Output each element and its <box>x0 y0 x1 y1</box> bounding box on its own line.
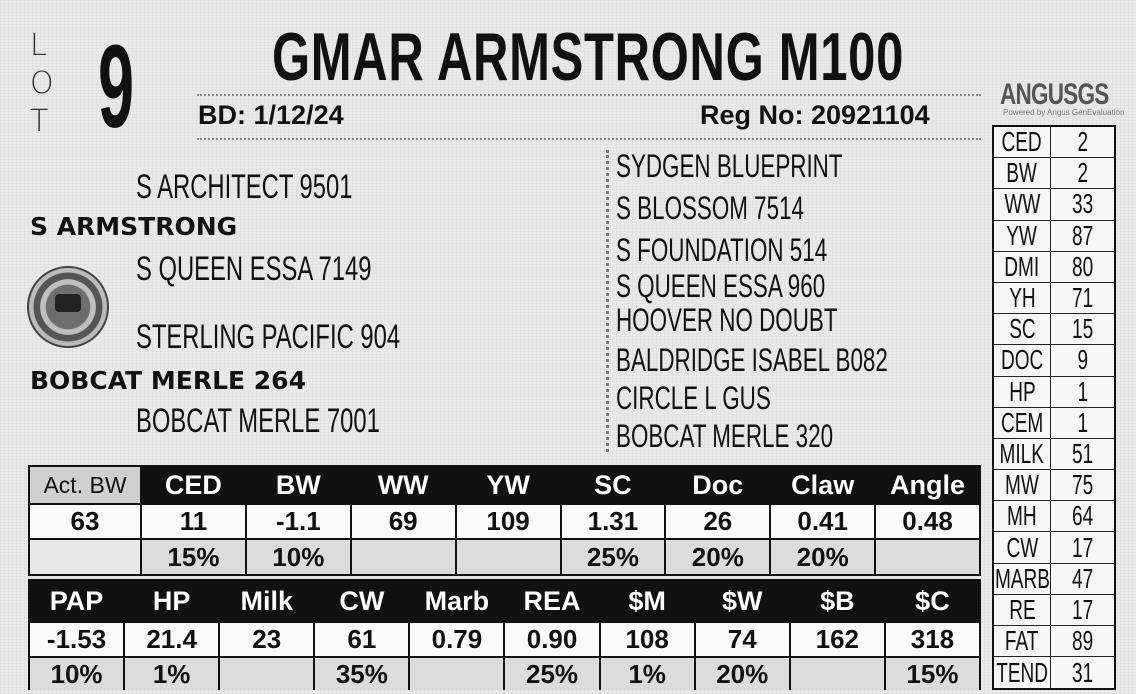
side-row-ww <box>994 189 1114 220</box>
epd-table-growth <box>28 465 981 576</box>
epd-header: Angle <box>876 467 979 503</box>
epd-value: 26 <box>666 505 769 538</box>
side-trait <box>994 377 1051 407</box>
side-trait <box>994 532 1051 562</box>
side-row-mh <box>994 501 1114 532</box>
side-percentile <box>1051 252 1114 282</box>
angus-logo: ANGUSGS <box>1000 78 1109 111</box>
side-trait-label: RE <box>1008 594 1036 625</box>
side-row-sc <box>994 314 1114 345</box>
side-percentile <box>1051 189 1114 219</box>
side-percentile <box>1051 439 1114 469</box>
side-trait-label: CW <box>1006 532 1038 563</box>
epd-value: 1.31 <box>562 505 665 538</box>
dam-sire: STERLING PACIFIC 904 <box>136 318 401 356</box>
side-percentile <box>1051 657 1114 688</box>
side-percentile-value: 1 <box>1077 376 1088 407</box>
side-trait-label: HP <box>1008 376 1036 407</box>
dam: BOBCAT MERLE 264 <box>30 366 306 395</box>
certification-seal-icon <box>27 266 109 348</box>
side-trait <box>994 345 1051 375</box>
epd-value: 109 <box>457 505 560 538</box>
epd-percentile <box>457 540 560 574</box>
epd-header: $W <box>696 581 789 621</box>
bd-label: BD: <box>198 100 246 130</box>
side-trait-label: DOC <box>1000 345 1044 376</box>
side-percentile-value: 71 <box>1071 282 1094 314</box>
epd-percentile <box>791 658 884 690</box>
side-percentile-value: 33 <box>1071 189 1094 220</box>
side-trait <box>994 127 1051 157</box>
epd-percentile <box>352 540 455 574</box>
dam-dam: BOBCAT MERLE 7001 <box>136 402 380 440</box>
side-percentile-value: 15 <box>1071 314 1094 345</box>
side-percentile-value: 9 <box>1077 345 1088 376</box>
side-row-cw <box>994 532 1114 563</box>
epd-value: 61 <box>315 623 408 656</box>
side-row-dmi <box>994 252 1114 283</box>
side-trait-label: DMI <box>1004 251 1040 282</box>
pedigree-right-item: BALDRIDGE ISABEL B082 <box>616 342 888 378</box>
side-row-re <box>994 595 1114 626</box>
side-trait-label: CED <box>1001 127 1043 158</box>
side-percentile-value: 2 <box>1077 127 1088 158</box>
epd-header: SC <box>562 467 665 503</box>
side-row-yh <box>994 283 1114 314</box>
reg-label: Reg No: <box>700 100 804 130</box>
side-trait-label: TEND <box>996 657 1048 688</box>
epd-percentile: 1% <box>125 658 218 690</box>
side-percentile-value: 87 <box>1071 220 1094 251</box>
side-row-doc <box>994 345 1114 376</box>
side-percentile <box>1051 283 1114 313</box>
epd-percentile: 15% <box>886 658 979 690</box>
pedigree-right-item: HOOVER NO DOUBT <box>616 302 838 338</box>
side-percentile <box>1051 470 1114 500</box>
side-trait <box>994 626 1051 656</box>
reg-value: 20921104 <box>811 100 930 130</box>
epd-percentile: 25% <box>505 658 598 690</box>
epd-value: 162 <box>791 623 884 656</box>
side-percentile-value: 80 <box>1071 251 1094 282</box>
side-percentile <box>1051 595 1114 625</box>
animal-name: GMAR ARMSTRONG M100 <box>272 19 905 95</box>
epd-value: 21.4 <box>125 623 218 656</box>
pedigree-right-item: S QUEEN ESSA 960 <box>616 268 826 304</box>
epd-header: CED <box>142 467 245 503</box>
epd-percentile: 10% <box>247 540 350 574</box>
sire-dam: S QUEEN ESSA 7149 <box>136 250 372 288</box>
side-trait <box>994 158 1051 188</box>
epd-header: BW <box>247 467 350 503</box>
side-percentile-value: 64 <box>1071 501 1094 532</box>
side-percentile-value: 31 <box>1071 657 1094 688</box>
side-percentile <box>1051 501 1114 531</box>
epd-header: HP <box>125 581 218 621</box>
pedigree-right-item: SYDGEN BLUEPRINT <box>616 148 843 184</box>
epd-value: 74 <box>696 623 789 656</box>
lot-letter-l: L <box>30 28 47 63</box>
epd-value: 23 <box>220 623 313 656</box>
registration-number <box>700 100 930 131</box>
side-row-ced <box>994 127 1114 158</box>
epd-header: YW <box>457 467 560 503</box>
lot-letter-t: T <box>30 104 49 139</box>
epd-percentile: 10% <box>30 658 123 690</box>
lot-letter-o: O <box>30 66 54 101</box>
epd-value: 63 <box>30 505 140 538</box>
epd-value: 0.48 <box>876 505 979 538</box>
side-percentile-value: 75 <box>1071 470 1094 501</box>
side-percentile-value: 89 <box>1071 626 1094 657</box>
side-row-marb <box>994 564 1114 595</box>
epd-header: Act. BW <box>30 467 140 503</box>
pedigree-right-item: CIRCLE L GUS <box>616 380 771 416</box>
epd-header: REA <box>505 581 598 621</box>
epd-header: $B <box>791 581 884 621</box>
pedigree-right-item: BOBCAT MERLE 320 <box>616 418 834 454</box>
side-trait <box>994 595 1051 625</box>
side-trait <box>994 564 1051 594</box>
side-percentile-value: 51 <box>1071 438 1094 469</box>
side-percentile-value: 2 <box>1077 158 1088 189</box>
epd-header: WW <box>352 467 455 503</box>
side-trait-label: MILK <box>999 438 1045 469</box>
side-trait-label: YH <box>1008 282 1036 314</box>
side-percentile <box>1051 221 1114 251</box>
epd-header: Doc <box>666 467 769 503</box>
side-row-fat <box>994 626 1114 657</box>
side-percentile-value: 47 <box>1071 563 1094 594</box>
epd-percentile <box>30 540 140 574</box>
side-percentile <box>1051 377 1114 407</box>
side-row-mw <box>994 470 1114 501</box>
side-row-tend <box>994 657 1114 688</box>
epd-header: Claw <box>771 467 874 503</box>
side-trait-label: BW <box>1006 158 1038 189</box>
side-trait <box>994 657 1051 688</box>
side-percentile <box>1051 626 1114 656</box>
side-trait-label: MH <box>1007 501 1037 532</box>
side-percentile <box>1051 408 1114 438</box>
side-trait <box>994 501 1051 531</box>
side-percentile-value: 1 <box>1077 407 1088 438</box>
side-row-bw <box>994 158 1114 189</box>
side-row-milk <box>994 439 1114 470</box>
side-percentile <box>1051 158 1114 188</box>
epd-value: 69 <box>352 505 455 538</box>
epd-percentile: 20% <box>666 540 769 574</box>
divider-top <box>197 94 981 96</box>
angus-logo-subtitle: Powered by Angus GenEvaluation <box>1003 108 1125 117</box>
epd-percentile: 15% <box>142 540 245 574</box>
side-trait-label: MARB <box>994 563 1050 594</box>
side-trait <box>994 189 1051 219</box>
bd-value: 1/12/24 <box>253 100 344 130</box>
side-percentile <box>1051 564 1114 594</box>
sire: S ARMSTRONG <box>30 212 238 241</box>
side-trait-label: FAT <box>1005 626 1039 657</box>
epd-value: 318 <box>886 623 979 656</box>
epd-header: $M <box>601 581 694 621</box>
epd-value: 0.79 <box>410 623 503 656</box>
divider-mid <box>197 138 981 140</box>
epd-value: -1.53 <box>30 623 123 656</box>
side-row-hp <box>994 377 1114 408</box>
side-trait <box>994 408 1051 438</box>
epd-table-carcass <box>28 579 981 690</box>
side-trait-label: YW <box>1006 220 1038 251</box>
side-trait <box>994 252 1051 282</box>
epd-percentile: 1% <box>601 658 694 690</box>
epd-header: $C <box>886 581 979 621</box>
side-percentile-value: 17 <box>1071 594 1094 625</box>
epd-value: 0.41 <box>771 505 874 538</box>
epd-percentile: 35% <box>315 658 408 690</box>
epd-header: CW <box>315 581 408 621</box>
side-percentile <box>1051 532 1114 562</box>
pedigree-right-item: S FOUNDATION 514 <box>616 232 828 268</box>
epd-percentile: 20% <box>696 658 789 690</box>
side-trait-label: SC <box>1008 314 1036 345</box>
epd-percentile: 20% <box>771 540 874 574</box>
epd-header: Marb <box>410 581 503 621</box>
sire-sire: S ARCHITECT 9501 <box>136 168 353 206</box>
epd-value: 108 <box>601 623 694 656</box>
side-trait <box>994 470 1051 500</box>
side-percentile-value: 17 <box>1071 532 1094 563</box>
pedigree-divider <box>606 150 609 452</box>
epd-percentile <box>220 658 313 690</box>
epd-header: PAP <box>30 581 123 621</box>
lot-number: 9 <box>98 21 135 153</box>
side-percentile <box>1051 314 1114 344</box>
birth-date <box>198 100 344 131</box>
epd-header: Milk <box>220 581 313 621</box>
side-row-cem <box>994 408 1114 439</box>
side-trait <box>994 314 1051 344</box>
side-trait-label: WW <box>1004 189 1040 220</box>
epd-value: -1.1 <box>247 505 350 538</box>
epd-percentile <box>410 658 503 690</box>
epd-percentile: 25% <box>562 540 665 574</box>
side-percentile <box>1051 127 1114 157</box>
epd-percentile <box>876 540 979 574</box>
pedigree-right-item: S BLOSSOM 7514 <box>616 190 805 226</box>
side-trait <box>994 221 1051 251</box>
side-trait-label: MW <box>1005 470 1039 501</box>
side-row-yw <box>994 221 1114 252</box>
epd-value: 0.90 <box>505 623 598 656</box>
epd-value: 11 <box>142 505 245 538</box>
side-trait <box>994 439 1051 469</box>
side-percentile <box>1051 345 1114 375</box>
side-trait <box>994 283 1051 313</box>
percentile-side-table <box>992 125 1116 690</box>
side-trait-label: CEM <box>1000 407 1044 438</box>
